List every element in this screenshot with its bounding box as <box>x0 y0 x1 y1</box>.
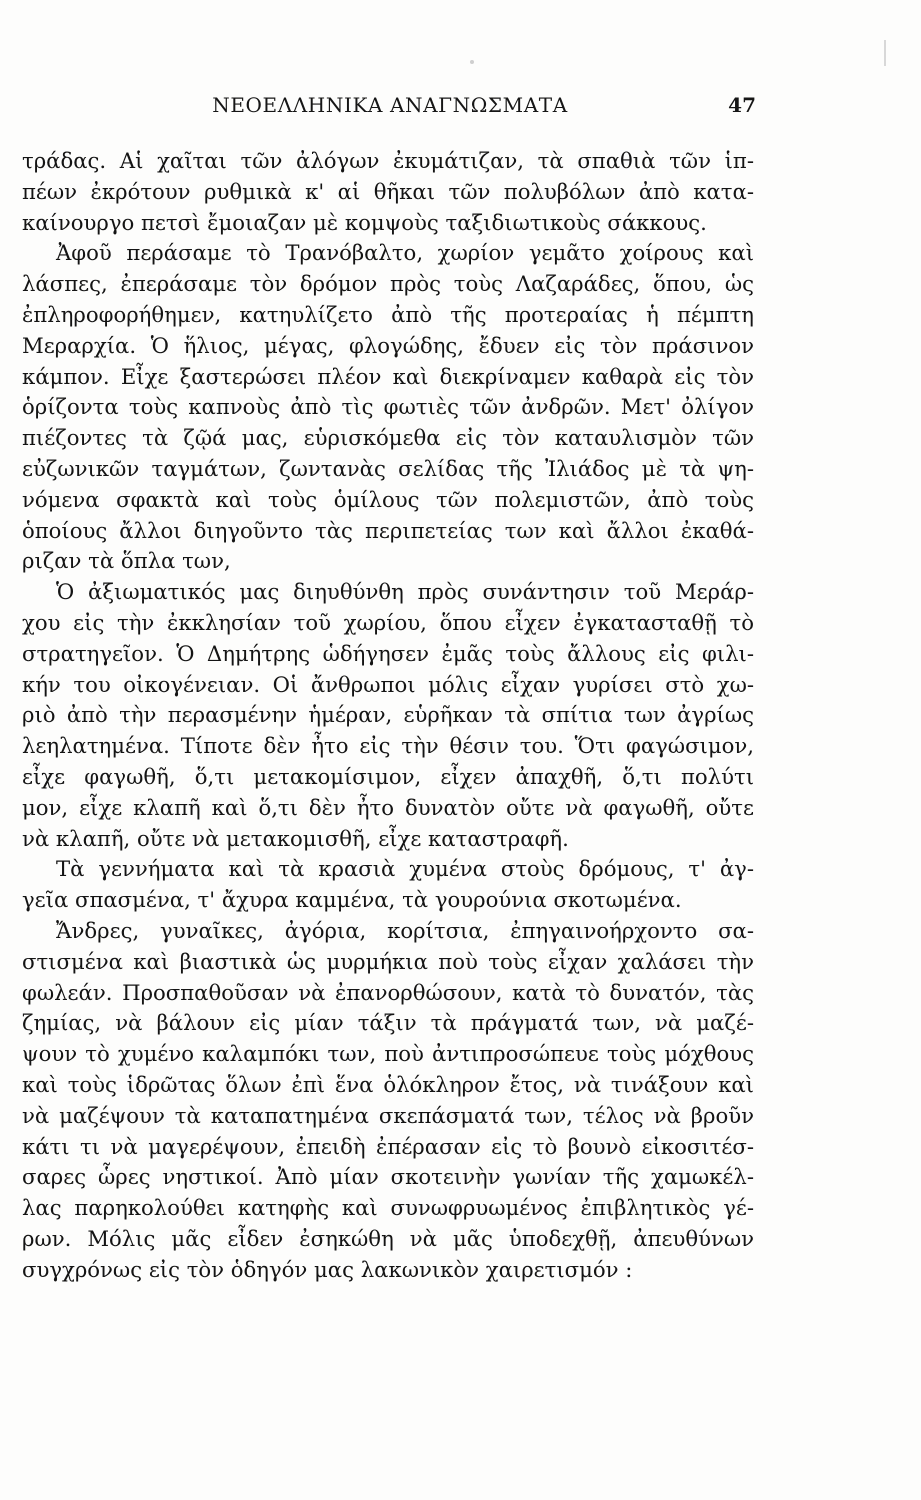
text-line: γεῖα σπασμένα, τ' ἄχυρα καμμένα, τὰ γουρούνια σκοτωμένα. <box>22 887 682 913</box>
text-line: ζημίας, νὰ βάλουν εἰς μίαν τάξιν τὰ πράγματά των, νὰ μαζέ- <box>22 1010 754 1036</box>
text-line: κάτι τι νὰ μαγερέψουν, ἐπειδὴ ἐπέρασαν εἰς τὸ βουνὸ εἰκοσιτέσ- <box>22 1133 754 1159</box>
text-line: ρων. Μόλις μᾶς εἶδεν ἐσηκώθη νὰ μᾶς ὑποδεχθῇ, ἀπευθύνων <box>22 1225 754 1251</box>
text-line: καὶ τοὺς ἱδρῶτας ὅλων ἐπὶ ἕνα ὁλόκληρον ἔτος, νὰ τινάξουν καὶ <box>22 1071 754 1097</box>
text-line: πιέζοντες τὰ ζῷά μας, εὑρισκόμεθα εἰς τὸν καταυλισμὸν τῶν <box>22 425 754 451</box>
running-title: ΝΕΟΕΛΛΗΝΙΚΑ ΑΝΑΓΝΩΣΜΑΤΑ <box>212 93 568 117</box>
text-line: εἶχε φαγωθῆ, ὅ,τι μετακομίσιμον, εἶχεν ἀπαχθῆ, ὅ,τι πολύτι <box>22 763 754 789</box>
text-line: στισμένα καὶ βιαστικὰ ὡς μυρμήκια ποὺ τοὺς εἶχαν χαλάσει τὴν <box>22 948 754 974</box>
text-line: Ἄνδρες, γυναῖκες, ἀγόρια, κορίτσια, ἐπηγαινοήρχοντο σα- <box>56 917 754 943</box>
text-line: Ἀφοῦ περάσαμε τὸ Τρανόβαλτο, χωρίον γεμᾶτο χοίρους καὶ <box>56 240 754 266</box>
text-line: φωλεάν. Προσπαθοῦσαν νὰ ἐπανορθώσουν, κατὰ τὸ δυνατόν, τὰς <box>22 979 754 1005</box>
text-line: σαρες ὧρες νηστικοί. Ἀπὸ μίαν σκοτεινὴν γωνίαν τῆς χαμωκέλ- <box>22 1164 754 1190</box>
text-line: πέων ἐκρότουν ρυθμικὰ κ' αἱ θῆκαι τῶν πολυβόλων ἀπὸ κατα- <box>22 178 754 204</box>
text-line: κάμπον. Εἶχε ξαστερώσει πλέον καὶ διεκρίναμεν καθαρὰ εἰς τὸν <box>22 363 754 389</box>
page-header <box>0 93 921 127</box>
text-line: Τὰ γεννήματα καὶ τὰ κρασιὰ χυμένα στοὺς δρόμους, τ' ἀγ- <box>56 856 754 882</box>
text-line: συγχρόνως εἰς τὸν ὁδηγόν μας λακωνικὸν χαιρετισμόν : <box>22 1256 633 1282</box>
text-line: Ὁ ἀξιωματικός μας διηυθύνθη πρὸς συνάντησιν τοῦ Μεράρ- <box>56 579 754 605</box>
text-line: Μεραρχία. Ὁ ἥλιος, μέγας, φλογώδης, ἔδυεν εἰς τὸν πράσινον <box>22 332 754 358</box>
text-line: νὰ μαζέψουν τὰ καταπατημένα σκεπάσματά των, τέλος νὰ βροῦν <box>22 1102 754 1128</box>
page-number: 47 <box>728 93 756 117</box>
text-line: καίνουργο πετσὶ ἔμοιαζαν μὲ κομψοὺς ταξιδιωτικοὺς σάκκους. <box>22 209 707 235</box>
text-line: λάσπες, ἐπεράσαμε τὸν δρόμον πρὸς τοὺς Λαζαράδες, ὅπου, ὡς <box>22 271 754 297</box>
text-line: χου εἰς τὴν ἐκκλησίαν τοῦ χωρίου, ὅπου εἶχεν ἐγκατασταθῇ τὸ <box>22 609 754 635</box>
text-line: λας παρηκολούθει κατηφὴς καὶ συνωφρυωμένος ἐπιβλητικὸς γέ- <box>22 1195 754 1221</box>
text-line: εὐζωνικῶν ταγμάτων, ζωντανὰς σελίδας τῆς Ἰλιάδος μὲ τὰ ψη- <box>22 455 754 481</box>
text-line: ὁποίους ἄλλοι διηγοῦντο τὰς περιπετείας των καὶ ἄλλοι ἐκαθά- <box>22 517 754 543</box>
text-line: ἐπληροφορήθημεν, κατηυλίζετο ἀπὸ τῆς προτεραίας ἡ πέμπτη <box>22 301 754 327</box>
text-line: κήν του οἰκογένειαν. Οἱ ἄνθρωποι μόλις εἶχαν γυρίσει στὸ χω- <box>22 671 754 697</box>
text-line: ριζαν τὰ ὅπλα των, <box>22 548 231 574</box>
text-line: στρατηγεῖον. Ὁ Δημήτρης ὡδήγησεν ἐμᾶς τοὺς ἄλλους εἰς φιλι- <box>22 640 754 666</box>
text-line: ψουν τὸ χυμένο καλαμπόκι των, ποὺ ἀντιπροσώπευε τοὺς μόχθους <box>22 1041 754 1067</box>
text-line: μον, εἶχε κλαπῆ καὶ ὅ,τι δὲν ἦτο δυνατὸν οὔτε νὰ φαγωθῆ, οὔτε <box>22 794 754 820</box>
text-line: ριὸ ἀπὸ τὴν περασμένην ἡμέραν, εὑρῆκαν τὰ σπίτια των ἀγρίως <box>22 702 754 728</box>
text-line: ὁρίζοντα τοὺς καπνοὺς ἀπὸ τὶς φωτιὲς τῶν ἀνδρῶν. Μετ' ὀλίγον <box>22 394 754 420</box>
margin-mark <box>884 40 886 66</box>
text-line: τράδας. Αἱ χαῖται τῶν ἀλόγων ἐκυμάτιζαν, τὰ σπαθιὰ τῶν ἱπ- <box>22 148 754 173</box>
text-line: λεηλατημένα. Τίποτε δὲν ἦτο εἰς τὴν θέσιν του. Ὅτι φαγώσιμον, <box>22 733 754 759</box>
body-text <box>22 146 754 1285</box>
paper-speck <box>470 60 474 64</box>
text-line: νὰ κλαπῆ, οὔτε νὰ μετακομισθῆ, εἶχε καταστραφῆ. <box>22 825 569 851</box>
text-line: νόμενα σφακτὰ καὶ τοὺς ὁμίλους τῶν πολεμιστῶν, ἀπὸ τοὺς <box>22 486 754 512</box>
